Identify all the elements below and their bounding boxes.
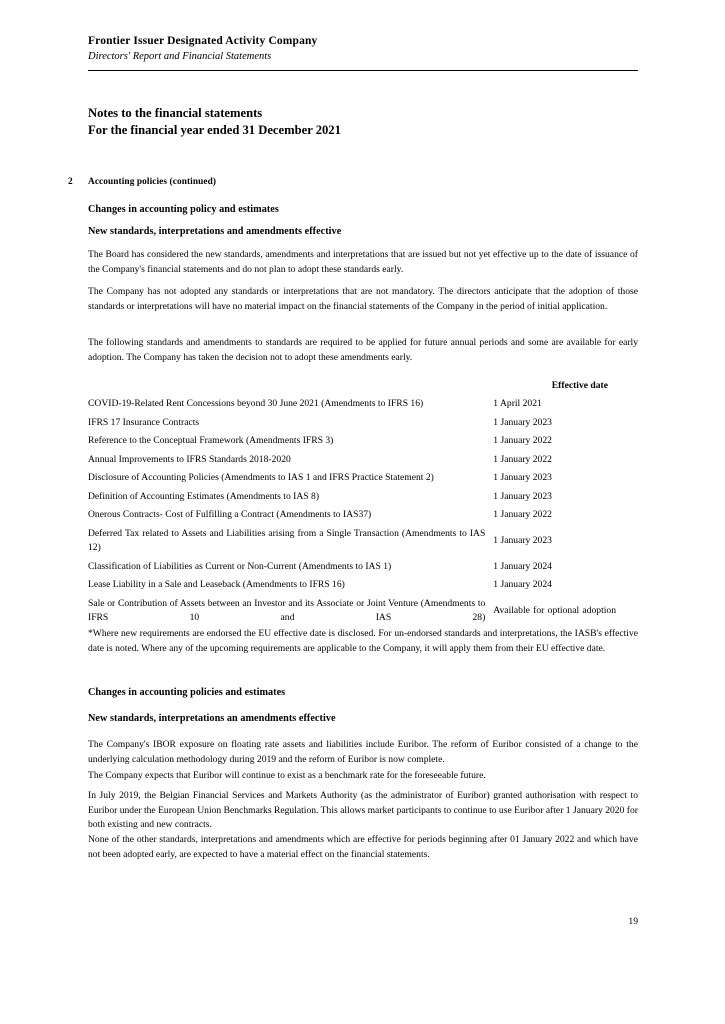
page-title-line-2: For the financial year ended 31 December 2021 [88, 122, 341, 137]
table-row [88, 395, 638, 414]
cell-description: Reference to the Conceptual Framework (Amendments IFRS 3) [88, 435, 334, 447]
cell-description: Definition of Accounting Estimates (Amendments to IAS 8) [88, 490, 320, 502]
table-header [88, 374, 638, 395]
column-header-description [88, 374, 493, 395]
cell-effective-date: 1 April 2021 [493, 398, 542, 410]
table-body [88, 395, 638, 628]
cell-effective-date: Available for optional adoption [493, 604, 616, 616]
cell-effective-date: 1 January 2022 [493, 509, 552, 521]
header-company-name: Frontier Issuer Designated Activity Company [88, 35, 318, 47]
page-title-line-1: Notes to the financial statements [88, 106, 263, 120]
subheading-new-standards-effective: New standards, interpretations and amendments effective [88, 226, 342, 237]
running-header [88, 34, 638, 64]
paragraph-belgian-authority: In July 2019, the Belgian Financial Services and Markets Authority (as the administrator of Euribor) granted authorisation with respect to Euribor under the European Union Benchmarks Regulation. This allows market participants to continue to use Euribor after 1 January 2020 for both existing and new contracts. [88, 790, 638, 831]
header-divider [88, 70, 638, 71]
table-row [88, 506, 638, 525]
table-header-row [88, 374, 638, 395]
table-row [88, 451, 638, 470]
table-row [88, 525, 638, 558]
cell-effective-date: 1 January 2023 [493, 416, 552, 428]
cell-effective-date: 1 January 2022 [493, 435, 552, 447]
cell-description: Deferred Tax related to Assets and Liabilities arising from a Single Transaction (Amendments to IAS 12) [88, 527, 486, 553]
cell-description: Sale or Contribution of Assets between an Investor and its Associate or Joint Venture (Amendments to IFRS 10 and IAS 28) [88, 597, 486, 623]
cell-description: IFRS 17 Insurance Contracts [88, 416, 200, 428]
cell-description: Annual Improvements to IFRS Standards 2018-2020 [88, 453, 291, 465]
cell-effective-date: 1 January 2024 [493, 579, 552, 591]
subheading-changes-in-accounting-policies: Changes in accounting policies and estimates [88, 687, 286, 698]
cell-effective-date: 1 January 2022 [493, 453, 552, 465]
cell-description: Disclosure of Accounting Policies (Amendments to IAS 1 and IFRS Practice Statement 2) [88, 472, 434, 484]
note-heading: Accounting policies (continued) [88, 177, 217, 187]
cell-description: Classification of Liabilities as Current or Non-Current (Amendments to IAS 1) [88, 560, 392, 572]
page-title [88, 105, 638, 138]
paragraph-not-adopted: The Company has not adopted any standards or interpretations that are not mandatory. The directors anticipate that the adoption of those standards or interpretations will have no material impact on the financial statements of the Company in the period of initial application. [88, 286, 638, 312]
note-number: 2 [68, 177, 73, 187]
paragraph-euribor-benchmark: The Company expects that Euribor will continue to exist as a benchmark rate for the foreseeable future. [88, 770, 486, 781]
table-row [88, 432, 638, 451]
table-row [88, 414, 638, 433]
column-header-effective-date: Effective date [551, 379, 608, 391]
subheading-changes-in-accounting-policy: Changes in accounting policy and estimates [88, 204, 279, 215]
table-row [88, 576, 638, 595]
subheading-new-standards-an-amendments: New standards, interpretations an amendments effective [88, 713, 336, 724]
table-row [88, 488, 638, 507]
table-row [88, 558, 638, 577]
cell-description: COVID-19-Related Rent Concessions beyond 30 June 2021 (Amendments to IFRS 16) [88, 398, 424, 410]
cell-effective-date: 1 January 2023 [493, 472, 552, 484]
cell-effective-date: 1 January 2024 [493, 560, 552, 572]
paragraph-none-of-other-standards: None of the other standards, interpretations and amendments which are effective for periods beginning after 01 January 2022 and which have not been adopted early, are expected to have a material effect on the financial statements. [88, 834, 638, 860]
paragraph-following-standards: The following standards and amendments to standards are required to be applied for future annual periods and some are available for early adoption. The Company has taken the decision not to adopt these amendments early. [88, 337, 638, 363]
cell-description: Onerous Contracts- Cost of Fulfilling a Contract (Amendments to IAS37) [88, 509, 372, 521]
effective-date-table [88, 374, 638, 628]
table-footnote: *Where new requirements are endorsed the EU effective date is disclosed. For un-endorsed standards and interpretations, the IASB's effective date is noted. Where any of the upcoming requirements are applicable to the Company, it will apply them from their EU effective date. [88, 628, 638, 654]
paragraph-ibor-exposure: The Company's IBOR exposure on floating rate assets and liabilities include Euribor. The reform of Euribor consisted of a change to the underlying calculation methodology during 2019 and the reform of Euribor is now complete. [88, 739, 638, 765]
cell-effective-date: 1 January 2023 [493, 490, 552, 502]
cell-description: Lease Liability in a Sale and Leaseback (Amendments to IFRS 16) [88, 579, 345, 591]
page-number: 19 [628, 916, 638, 927]
cell-effective-date: 1 January 2023 [493, 534, 552, 546]
paragraph-board-considered: The Board has considered the new standards, amendments and interpretations that are issued but not yet effective up to the date of issuance of the Company's financial statements and do not plan to adopt these standards early. [88, 249, 638, 275]
header-subtitle: Directors' Report and Financial Statements [88, 51, 272, 62]
table-row [88, 595, 638, 628]
table-row [88, 469, 638, 488]
